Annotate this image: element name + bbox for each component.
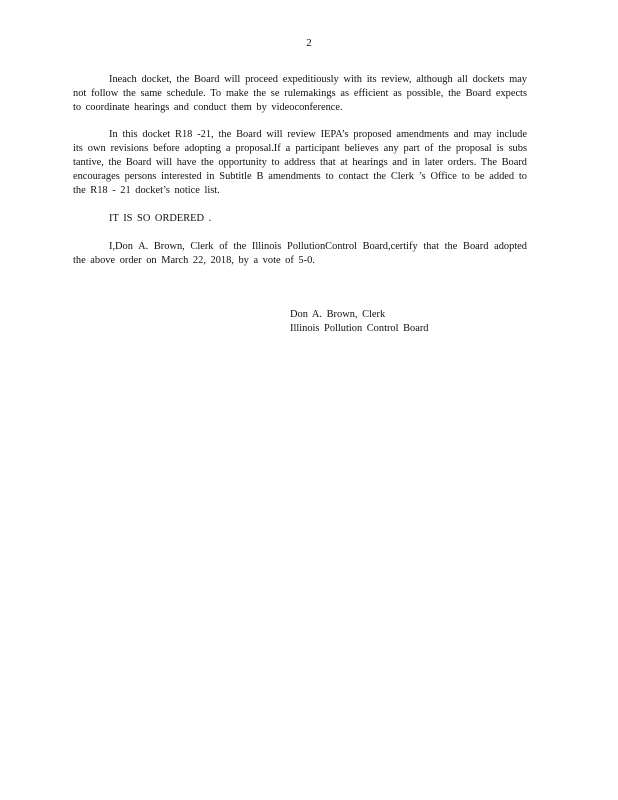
page-number: 2: [306, 37, 312, 49]
paragraph-schedule: Ineach docket, the Board will proceed expeditiously with its review, although all dockets may not follow the same schedule. To make the se rulemakings as efficient as possible, the Board expects to coordinate hearings and conduct them by videoconference.: [73, 74, 527, 113]
signature-organization: Illinois Pollution Control Board: [290, 323, 429, 334]
paragraph-so-ordered: IT IS SO ORDERED .: [109, 213, 212, 224]
signature-block: [290, 308, 429, 336]
signature-name: Don A. Brown, Clerk: [290, 309, 386, 320]
paragraph-certification: I,Don A. Brown, Clerk of the Illinois PollutionControl Board,certify that the Board adopted the above order on March 22, 2018, by a vote of 5-0.: [73, 241, 527, 266]
paragraph-docket-r18-21: In this docket R18 -21, the Board will review IEPA’s proposed amendments and may include its own revisions before adopting a proposal.If a participant believes any part of the proposal is subs tantive, the Board will have the opportunity to address that at hearings and in later orders. The Board encourages persons interested in Subtitle B amendments to contact the Clerk ’s Office to be added to the R18 - 21 docket’s notice list.: [73, 129, 527, 196]
